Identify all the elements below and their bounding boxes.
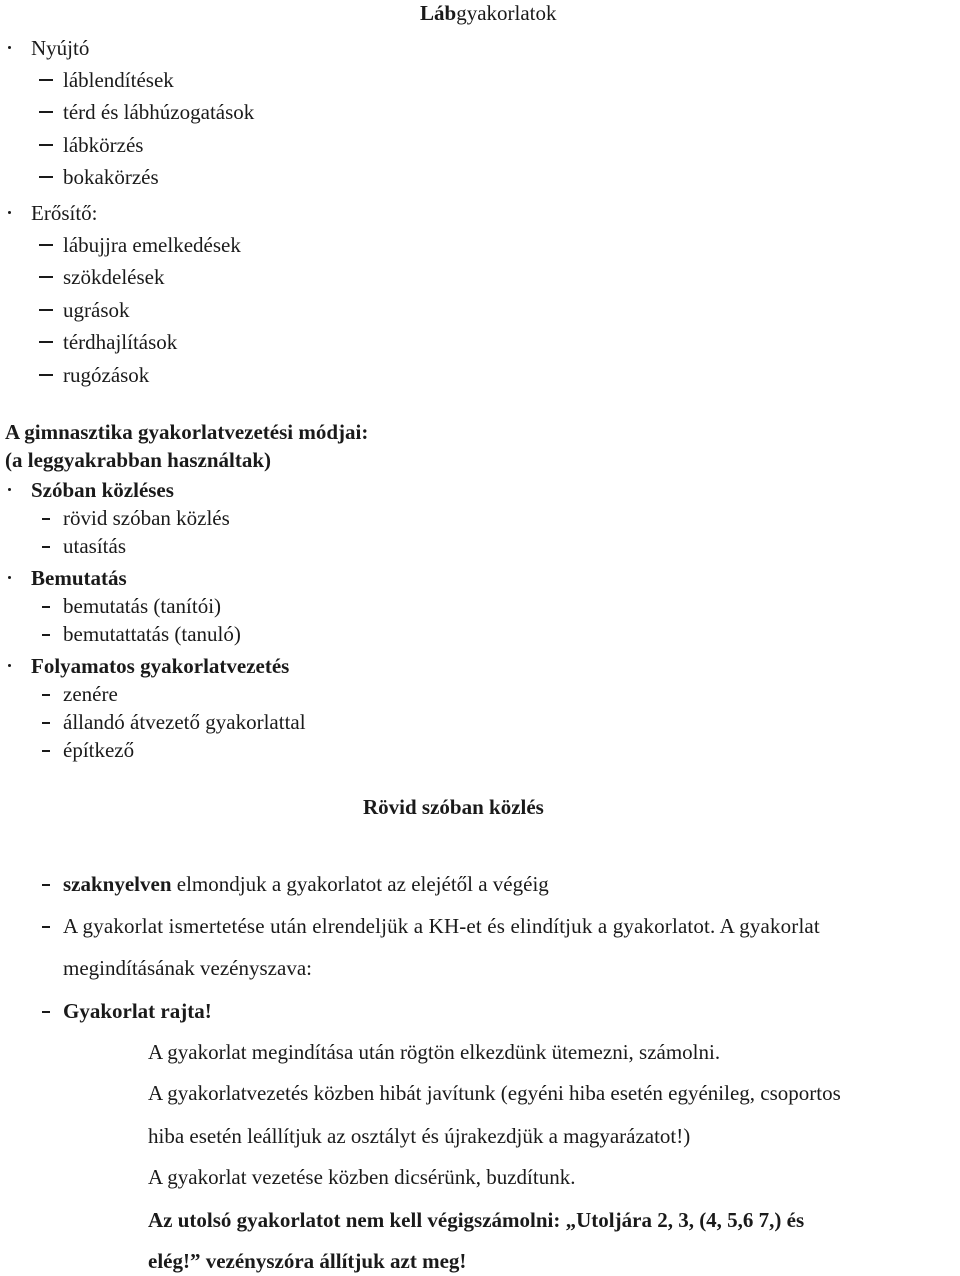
paragraph-line: megindításának vezényszava: [63, 956, 312, 980]
dash-icon [39, 176, 53, 178]
dash-icon [42, 606, 50, 608]
dash-icon [42, 750, 50, 752]
section-heading: Rövid szóban közlés [363, 795, 544, 819]
dash-icon [39, 341, 53, 343]
list-subitem: térd és lábhúzogatások [63, 100, 255, 124]
list-subitem: ugrások [63, 298, 130, 322]
list-subitem: zenére [63, 682, 118, 706]
page-title [420, 3, 557, 24]
dash-icon [39, 276, 53, 278]
paragraph-line: A gyakorlat ismertetése után elrendeljük a KH-et és elindítjuk a gyakorlatot. A gyakorlat [63, 914, 820, 938]
dash-icon [42, 634, 50, 636]
bullet-icon [8, 576, 11, 579]
paragraph-line: Az utolsó gyakorlatot nem kell végigszámolni: „Utoljára 2, 3, (4, 5,6 7,) és [148, 1208, 805, 1232]
paragraph-line [63, 874, 549, 895]
paragraph-text: elmondjuk a gyakorlatot az elejétől a végéig [176, 872, 549, 896]
list-subitem: lábujjra emelkedések [63, 233, 241, 257]
bullet-icon [8, 488, 11, 491]
dash-icon [39, 79, 53, 81]
list-subitem: rugózások [63, 363, 150, 387]
dash-icon [42, 926, 50, 928]
list-subitem: lábkörzés [63, 133, 144, 157]
dash-icon [39, 111, 53, 113]
list-item: Erősítő: [31, 201, 98, 225]
paragraph-bold: szaknyelven [63, 872, 172, 896]
dash-icon [39, 374, 53, 376]
page-title-rest: gyakorlatok [456, 1, 557, 25]
list-item: Szóban közléses [31, 478, 174, 502]
list-subitem: bemutattatás (tanuló) [63, 622, 241, 646]
dash-icon [39, 144, 53, 146]
list-subitem: rövid szóban közlés [63, 506, 230, 530]
dash-icon [39, 309, 53, 311]
list-subitem: utasítás [63, 534, 126, 558]
list-subitem: állandó átvezető gyakorlattal [63, 710, 306, 734]
dash-icon [42, 694, 50, 696]
list-subitem: térdhajlítások [63, 330, 178, 354]
list-subitem: építkező [63, 738, 135, 762]
bullet-icon [8, 46, 11, 49]
methods-heading: A gimnasztika gyakorlatvezetési módjai: [5, 420, 369, 444]
dash-icon [42, 884, 50, 886]
dash-icon [42, 518, 50, 520]
bullet-icon [8, 664, 11, 667]
paragraph-line: hiba esetén leállítjuk az osztályt és újrakezdjük a magyarázatot!) [148, 1124, 691, 1148]
list-subitem: bokakörzés [63, 165, 159, 189]
command-text: Gyakorlat rajta! [63, 999, 212, 1023]
paragraph-line: A gyakorlat vezetése közben dicsérünk, buzdítunk. [148, 1165, 576, 1189]
page-title-bold: Láb [420, 1, 457, 25]
list-item: Bemutatás [31, 566, 127, 590]
paragraph-line: A gyakorlat megindítása után rögtön elkezdünk ütemezni, számolni. [148, 1040, 721, 1064]
list-item: Folyamatos gyakorlatvezetés [31, 654, 290, 678]
dash-icon [42, 1011, 50, 1013]
list-subitem: láblendítések [63, 68, 174, 92]
bullet-icon [8, 211, 11, 214]
methods-subheading: (a leggyakrabban használtak) [5, 448, 272, 472]
list-item: Nyújtó [31, 36, 90, 60]
paragraph-line: elég!” vezényszóra állítjuk azt meg! [148, 1249, 467, 1273]
paragraph-line: A gyakorlatvezetés közben hibát javítunk (egyéni hiba esetén egyénileg, csoportos [148, 1081, 841, 1105]
dash-icon [42, 722, 50, 724]
dash-icon [39, 244, 53, 246]
dash-icon [42, 546, 50, 548]
list-subitem: bemutatás (tanítói) [63, 594, 222, 618]
list-subitem: szökdelések [63, 265, 165, 289]
